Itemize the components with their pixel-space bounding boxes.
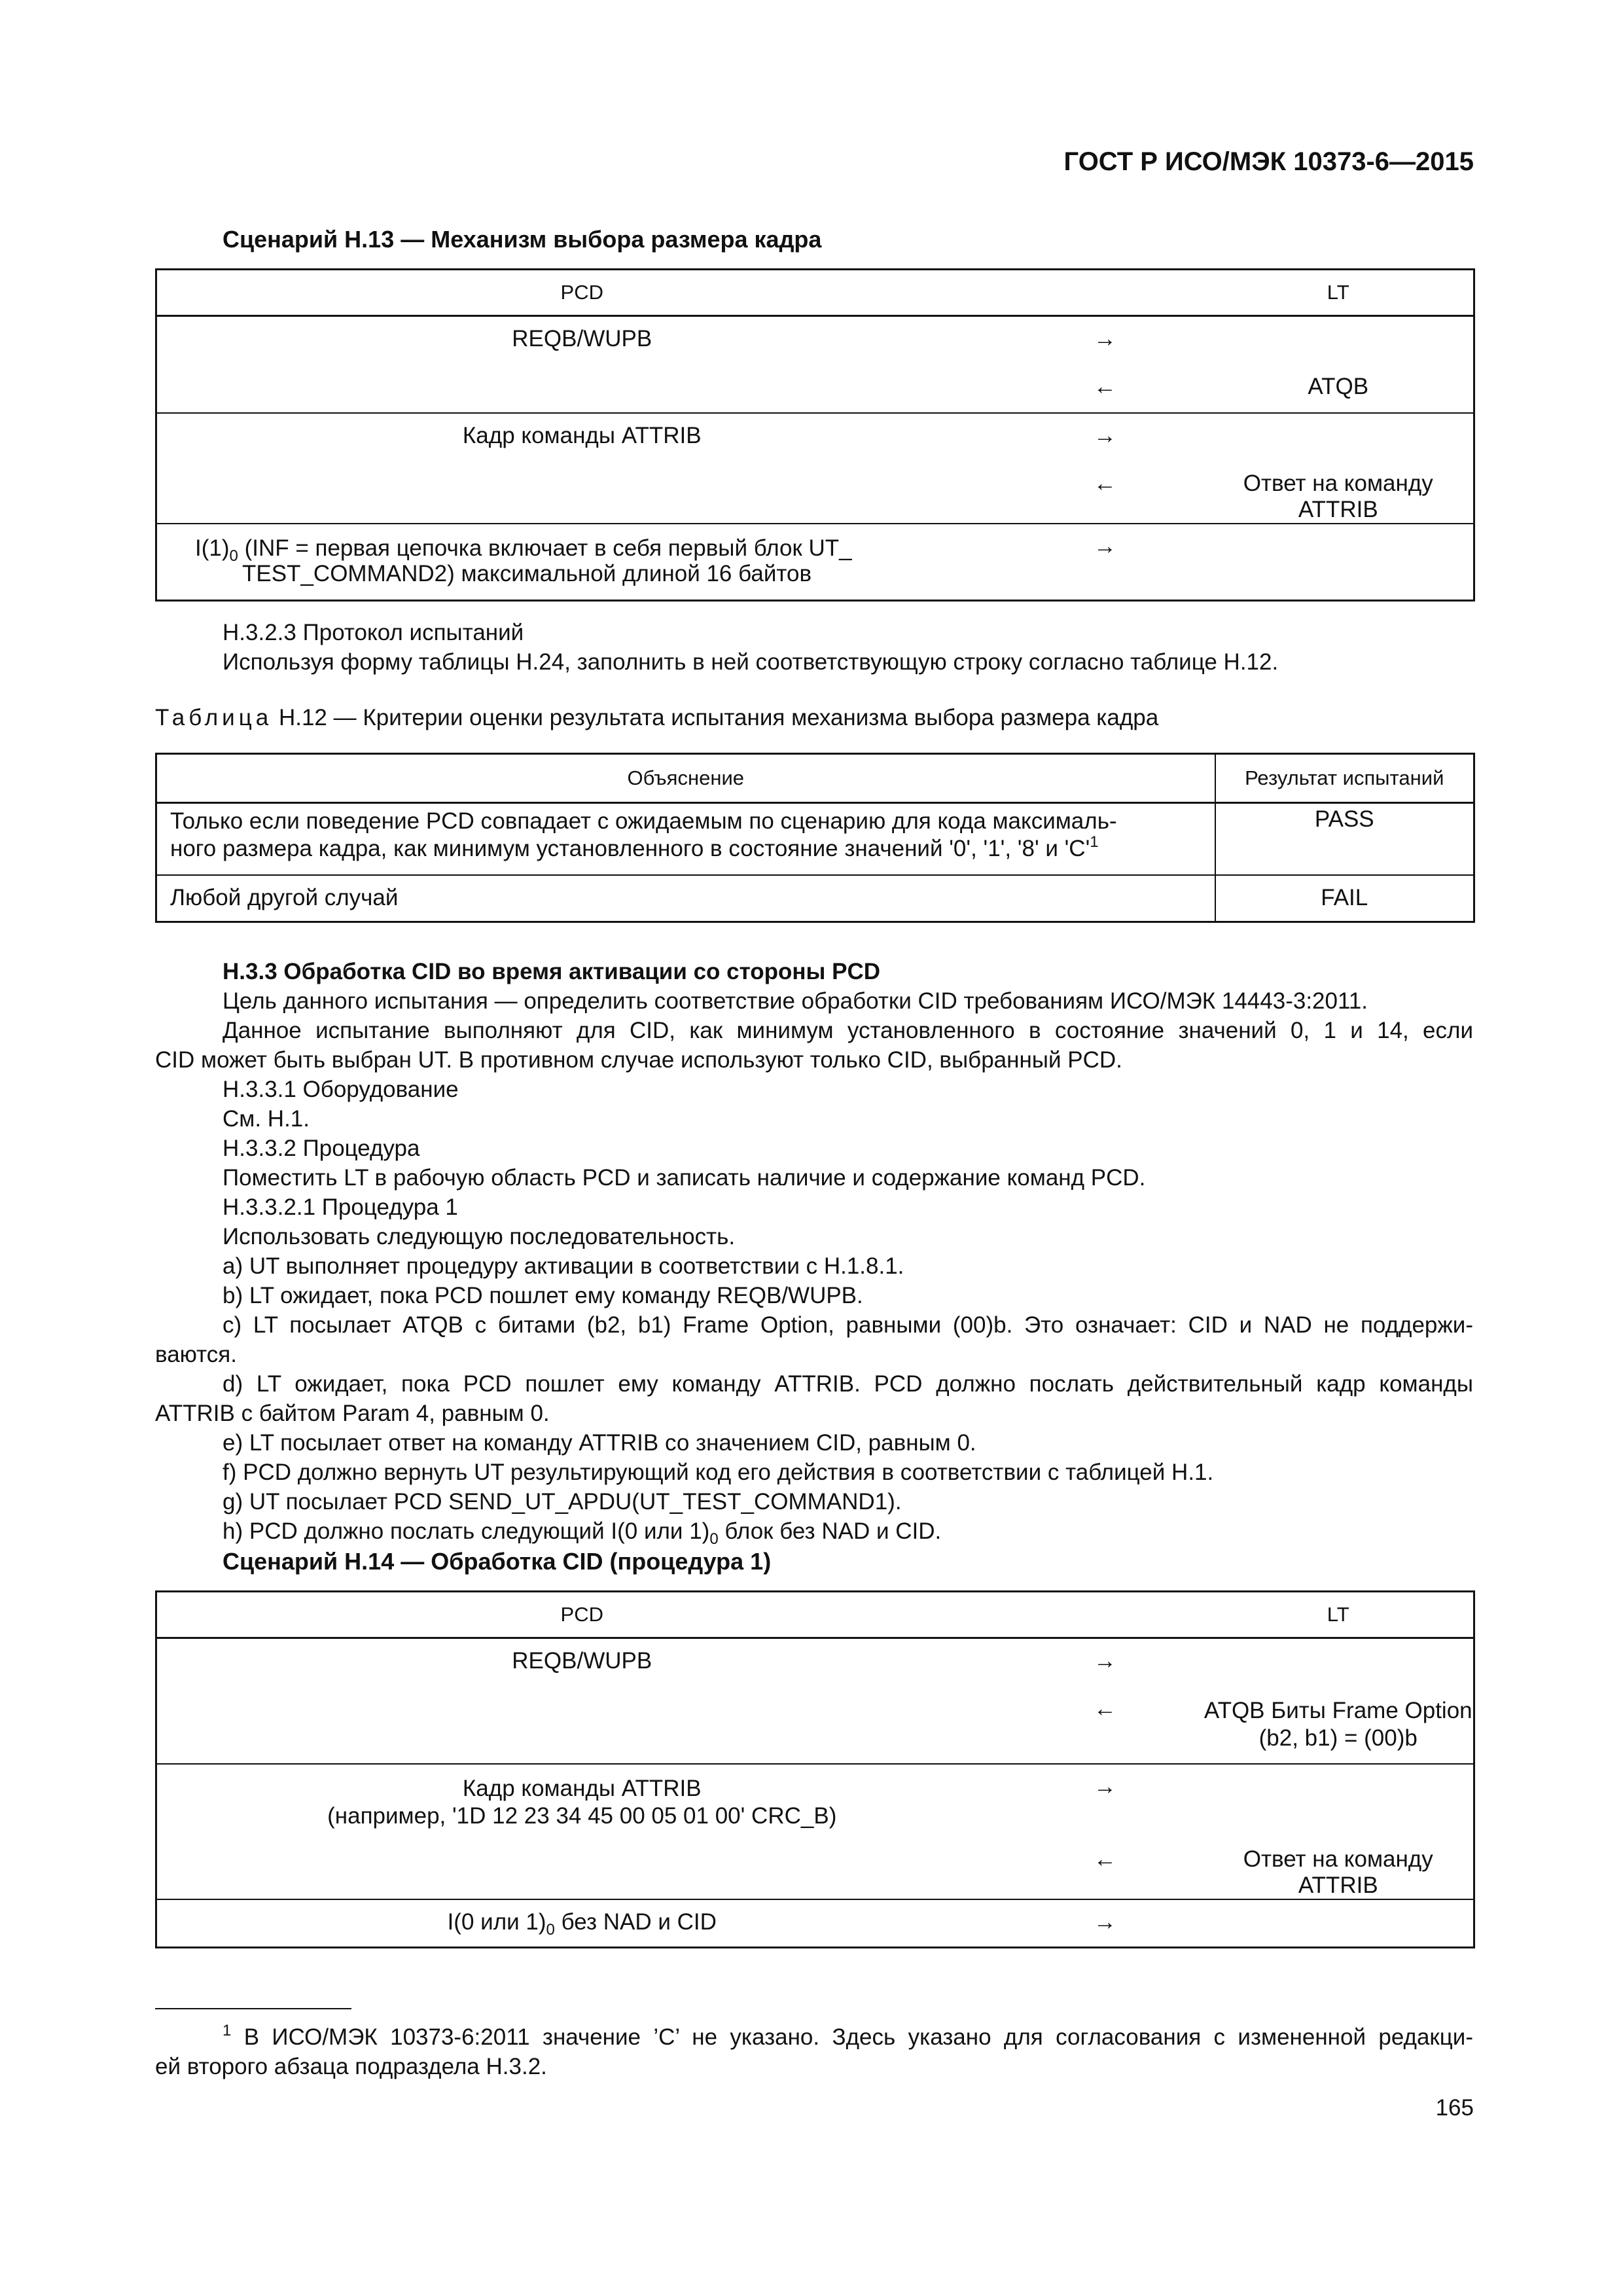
paragraph: Использовать следующую последовательность.: [223, 1224, 736, 1249]
arrow-right: →: [1094, 1773, 1116, 1799]
scenario-13-table: [155, 268, 1475, 601]
list-item-continued: ваются.: [155, 1342, 237, 1367]
arrow-right: →: [1094, 422, 1116, 448]
col-header-lt: LT: [1204, 1592, 1474, 1638]
pcd-cell: REQB/WUPB: [512, 326, 652, 351]
document-header: ГОСТ Р ИСО/МЭК 10373-6—2015: [1063, 147, 1474, 176]
lt-cell: ATQB: [1204, 365, 1474, 413]
paragraph: Цель данного испытания — определить соответствие обработки CID требованиям ИСО/МЭК 14443-3:2011.: [223, 988, 1368, 1014]
footnote-text: $^1$ В ИСО/МЭК 10373-6:2011 значение ’C’ не указано. Здесь указано для согласования с измененной редакци-: [223, 2022, 1473, 2050]
col-header-lt: LT: [1204, 270, 1474, 316]
subsection-heading: Н.3.3.2.1 Процедура 1: [223, 1194, 458, 1220]
pcd-cell: Кадр команды ATTRIB: [462, 422, 702, 448]
pcd-cell: [156, 365, 1007, 413]
pcd-cell: [156, 461, 1007, 524]
explanation-cell: Любой другой случай: [156, 875, 1215, 922]
list-item: b) LT ожидает, пока PCD пошлет ему команду REQB/WUPB.: [223, 1283, 863, 1308]
col-header-result: Результат испытаний: [1215, 754, 1474, 803]
lt-cell: [1204, 524, 1474, 601]
subsection-heading: Н.3.3.2 Процедура: [223, 1136, 420, 1161]
arrow-left: ←: [1007, 365, 1204, 413]
pcd-cell-iblock: I(0 или $1)_0$ без NAD и CID: [447, 1909, 717, 1939]
list-item: а) UT выполняет процедуру активации в соответствии с Н.1.8.1.: [223, 1253, 904, 1279]
arrow-right: →: [1094, 1648, 1116, 1674]
lt-cell: Ответ на команду ATTRIB: [1204, 1841, 1474, 1899]
pcd-cell-attrib: Кадр команды ATTRIB (например, '1D 12 23 34 45 00 05 01 00' CRC_B): [327, 1775, 837, 1829]
scenario-13-title: Сценарий Н.13 — Механизм выбора размера кадра: [223, 226, 822, 253]
pcd-cell-iblock: $I(1)_0$ (INF = первая цепочка включает в себя первый блок UT_ TEST_COMMAND2) максимальной длиной 16 байтов: [195, 535, 852, 586]
list-item: g) UT посылает PCD SEND_UT_APDU(UT_TEST_COMMAND1).: [223, 1489, 902, 1515]
arrow-left: ←: [1007, 461, 1204, 524]
footnote-text-continued: ей второго абзаца подраздела Н.3.2.: [155, 2054, 547, 2079]
pcd-cell: [156, 1687, 1007, 1764]
footnote-ref: 1: [1090, 833, 1099, 851]
pcd-cell: [156, 1841, 1007, 1899]
list-item-continued: ATTRIB с байтом Param 4, равным 0.: [155, 1401, 550, 1426]
arrow-right: →: [1094, 533, 1116, 559]
lt-cell: [1204, 1899, 1474, 1948]
list-item: e) LT посылает ответ на команду ATTRIB со значением CID, равным 0.: [223, 1430, 976, 1456]
list-item: h) PCD должно послать следующий I(0 или $1)_0$ блок без NAD и CID.: [223, 1518, 942, 1548]
arrow-left: ←: [1007, 1841, 1204, 1899]
footnote-separator: [155, 2008, 351, 2009]
col-header-pcd: PCD: [156, 270, 1007, 316]
lt-cell: Ответ на команду ATTRIB: [1204, 461, 1474, 524]
paragraph: См. Н.1.: [223, 1106, 310, 1132]
list-item: d) LT ожидает, пока PCD пошлет ему команду ATTRIB. PCD должно послать действительный кадр команды: [223, 1371, 1473, 1397]
col-header-pcd: PCD: [156, 1592, 1007, 1638]
section-h323-text: Используя форму таблицы Н.24, заполнить в ней соответствующую строку согласно таблице Н.12.: [223, 649, 1279, 675]
result-fail: FAIL: [1215, 875, 1474, 922]
arrow-left: ←: [1007, 1687, 1204, 1764]
paragraph: Поместить LT в рабочую область PCD и записать наличие и содержание команд PCD.: [223, 1165, 1146, 1191]
list-item: c) LT посылает ATQB с битами (b2, b1) Frame Option, равными (00)b. Это означает: CID и NAD не поддержи-: [223, 1312, 1473, 1338]
lt-cell: [1204, 316, 1474, 365]
lt-cell: [1204, 1764, 1474, 1841]
section-h33-heading: Н.3.3 Обработка CID во время активации со стороны PCD: [223, 959, 881, 984]
explanation-cell: Только если поведение PCD совпадает с ожидаемым по сценарию для кода максималь- ного размера кадра, как минимум установленного в состояние значений '0', '1', '8' и '$C'^1$: [156, 803, 1215, 875]
result-pass: PASS: [1215, 803, 1474, 875]
scenario-14-table: [155, 1590, 1475, 1948]
lt-cell-atqb: ATQB Биты Frame Option (b2, b1) = (00)b: [1204, 1687, 1474, 1764]
table-12: [155, 753, 1475, 923]
col-header-explanation: Объяснение: [156, 754, 1215, 803]
subsection-heading: Н.3.3.1 Оборудование: [223, 1077, 459, 1102]
lt-cell: [1204, 1638, 1474, 1687]
paragraph: CID может быть выбран UT. В противном случае используют только CID, выбранный PCD.: [155, 1047, 1122, 1073]
pcd-cell: REQB/WUPB: [512, 1648, 652, 1674]
lt-cell: [1204, 413, 1474, 461]
paragraph: Данное испытание выполняют для CID, как минимум установленного в состояние значений 0, 1 и 14, если: [223, 1018, 1473, 1043]
scenario-14-title: Сценарий Н.14 — Обработка CID (процедура 1): [223, 1548, 772, 1575]
arrow-right: →: [1094, 1909, 1116, 1935]
page-number: 165: [1435, 2095, 1474, 2121]
arrow-right: →: [1094, 326, 1116, 351]
table-12-caption: Таблица Н.12 — Критерии оценки результата испытания механизма выбора размера кадра: [155, 705, 1159, 730]
footnote-mark: 1: [223, 2022, 232, 2039]
list-item: f) PCD должно вернуть UT результирующий код его действия в соответствии с таблицей Н.1.: [223, 1460, 1214, 1485]
section-h323-heading: Н.3.2.3 Протокол испытаний: [223, 620, 524, 645]
